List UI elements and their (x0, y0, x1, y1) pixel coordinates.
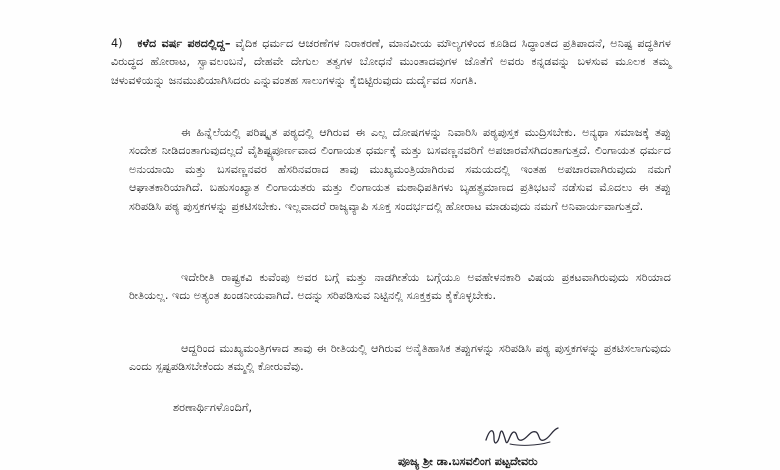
point-4-number: 4) (111, 37, 123, 50)
closing-line: ಶರಣಾರ್ಥಿಗಳೊಂದಿಗೆ, (173, 401, 253, 414)
paragraph-3: ಇದೇರೀತಿ ರಾಷ್ಟ್ರಕವಿ ಕುವೆಂಪು ಅವರ ಬಗ್ಗೆ ಮತ್ತು ನಾಡಗೀತೆಯ ಬಗ್ಗೆಯೂ ಅವಹೇಳನಕಾರಿ ವಿಷಯ ಪ್ರಕಟವಾಗಿರುವುದು ಸರಿಯಾದ ರೀತಿಯಲ್ಲ. ಇದು ಅತ್ಯಂತ ಖಂಡನೀಯವಾಗಿದೆ. ಅದನ್ನು ಸರಿಪಡಿಸುವ ನಿಟ್ಟಿನಲ್ಲಿ ಸೂಕ್ತಕ್ರಮ ಕೈಕೊಳ್ಳಬೇಕು. (129, 271, 671, 303)
point-4-heading: ಕಳೆದ ವರ್ಷ ಪಠದಲ್ಲಿದ್ದ– (137, 37, 231, 50)
signatory-name: ಪೂಜ್ಯ ಶ್ರೀ ಡಾ.ಬಸವಲಿಂಗ ಪಟ್ಟದೇವರು (398, 455, 538, 468)
point-4-paragraph (111, 35, 671, 90)
paragraph-2: ಈ ಹಿನ್ನೆಲೆಯಲ್ಲಿ ಪರಿಷ್ಕೃತ ಪಠ್ಯದಲ್ಲಿ ಆಗಿರುವ ಈ ಎಲ್ಲ ದೋಷಗಳನ್ನು ನಿವಾರಿಸಿ ಪಠ್ಯಪುಸ್ತಕ ಮುದ್ರಿಸಬೇಕು. ಅನ್ಯಥಾ ಸಮಾಜಕ್ಕೆ ತಪ್ಪು ಸಂದೇಶ ನೀಡಿದಂತಾಗುವುದಲ್ಲದೆ ವೈಶಿಷ್ಟ್ಯಪೂರ್ಣವಾದ ಲಿಂಗಾಯತ ಧರ್ಮಕ್ಕೆ ಮತ್ತು ಬಸವಣ್ಣನವರಿಗೆ ಅಪಚಾರವೆಸಗಿದಂತಾಗುತ್ತದೆ. ಲಿಂಗಾಯತ ಧರ್ಮದ ಅನುಯಾಯಿ ಮತ್ತು ಬಸವಣ್ಣನವರ ಹೆಸರಿನವರಾದ ತಾವು ಮುಖ್ಯಮಂತ್ರಿಯಾಗಿರುವ ಸಮಯದಲ್ಲಿ ಇಂತಹ ಅಪಚಾರವಾಗಿರುವುದು ನಮಗೆ ಆಘಾತಕಾರಿಯಾಗಿದೆ. ಬಹುಸಂಖ್ಯಾತ ಲಿಂಗಾಯತರು ಮತ್ತು ಲಿಂಗಾಯತ ಮಠಾಧಿಪತಿಗಳು ಬೃಹತ್ಪ್ರಮಾಣದ ಪ್ರತಿಭಟನೆ ನಡೆಸುವ ಮೊದಲು ಈ ತಪ್ಪು ಸರಿಪಡಿಸಿ ಪಠ್ಯ ಪುಸ್ತಕಗಳನ್ನು ಪ್ರಕಟಿಸಬೇಕು. ಇಲ್ಲವಾದರೆ ರಾಜ್ಯವ್ಯಾಪಿ ಸೂಕ್ತ ಸಂದರ್ಭದಲ್ಲಿ ಹೋರಾಟ ಮಾಡುವುದು ನಮಗೆ ಅನಿವಾರ್ಯವಾಗುತ್ತದೆ. (129, 126, 671, 213)
handwritten-signature (480, 420, 570, 456)
point-4-text: ವೈದಿಕ ಧರ್ಮದ ಆಚರಣೆಗಳ ನಿರಾಕರಣೆ, ಮಾನವೀಯ ಮೌಲ್ಯಗಳಿಂದ ಕೂಡಿದ ಸಿದ್ಧಾಂತದ ಪ್ರತಿಪಾದನೆ, ಅನಿಷ್ಟ ಪದ್ಧತಿಗಳ ವಿರುದ್ಧದ ಹೋರಾಟ, ಸ್ವಾವಲಂಬನೆ, ದೇಹವೇ ದೇಗುಲ ತತ್ವಗಳ ಬೋಧನೆ ಮುಂತಾದವುಗಳ ಜೊತೆಗೆ ಅವರು ಕನ್ನಡವನ್ನು ಬಳಸುವ ಮೂಲಕ ತಮ್ಮ ಚಳುವಳಿಯನ್ನು ಜನಮುಖಿಯಾಗಿಸಿದರು ಎನ್ನುವಂತಹ ಸಾಲುಗಳನ್ನು ಕೈಬಿಟ್ಟಿರುವುದು ದುರ್ದೈವದ ಸಂಗತಿ. (111, 37, 671, 87)
paragraph-4: ಆದ್ದರಿಂದ ಮುಖ್ಯಮಂತ್ರಿಗಳಾದ ತಾವು ಈ ರೀತಿಯಲ್ಲಿ ಆಗಿರುವ ಅನೈತಿಹಾಸಿಕ ತಪ್ಪುಗಳನ್ನು ಸರಿಪಡಿಸಿ ಪಠ್ಯ ಪುಸ್ತಕಗಳನ್ನು ಪ್ರಕಟಿಸಲಾಗುವುದು ಎಂದು ಸ್ಪಷ್ಟಪಡಿಸಬೇಕೆಂದು ತಮ್ಮಲ್ಲಿ ಕೋರುವೆವು. (129, 342, 671, 374)
